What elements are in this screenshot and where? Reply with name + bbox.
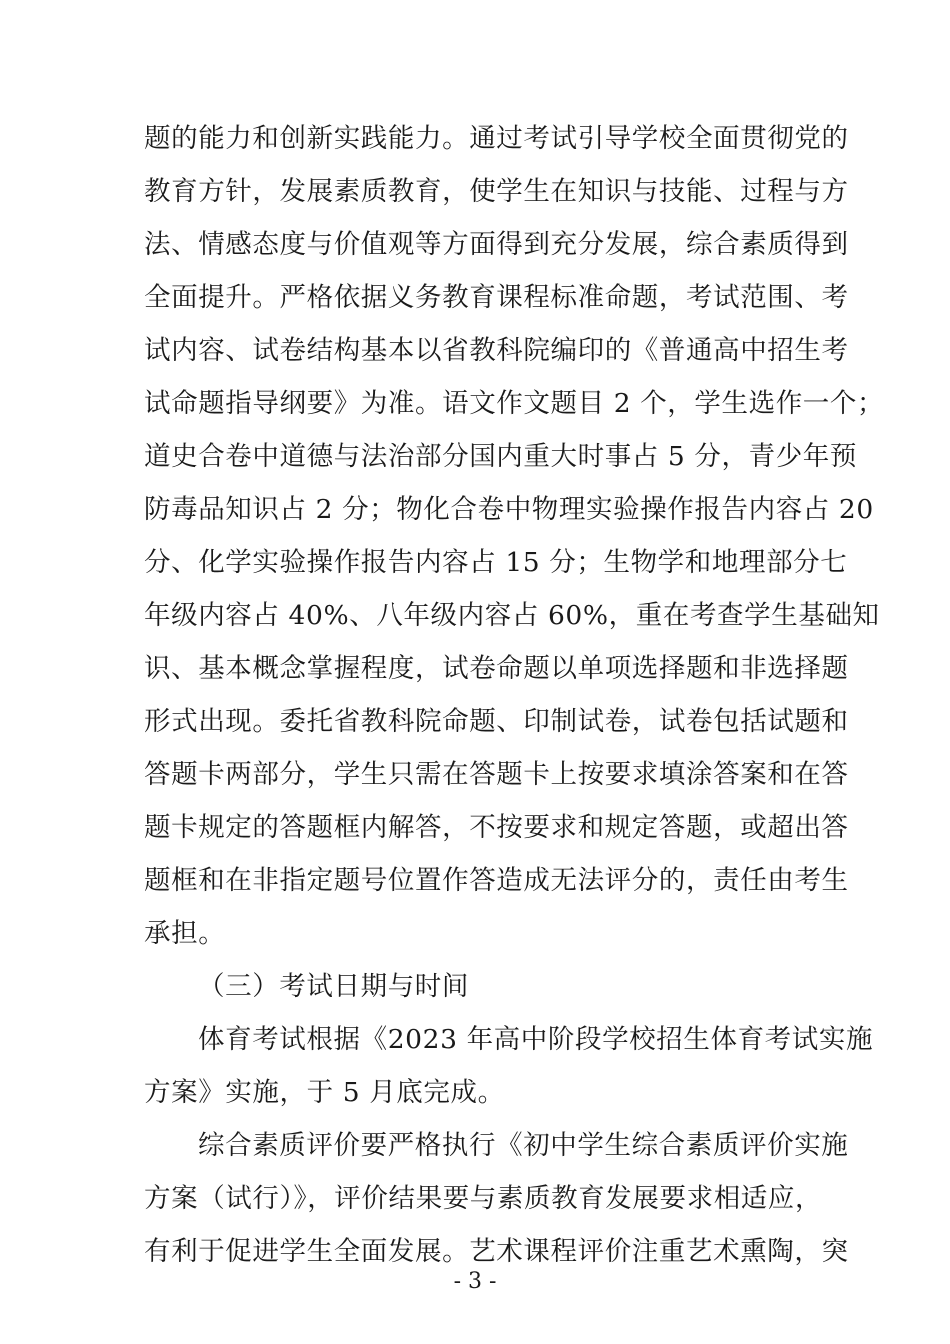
body-text: [144, 112, 885, 1278]
text-line: 分、化学实验操作报告内容占 15 分；生物学和地理部分七: [144, 547, 848, 578]
text-line: 试内容、试卷结构基本以省教科院编印的《普通高中招生考: [144, 335, 849, 366]
text-line: 方案》实施，于 5 月底完成。: [144, 1077, 505, 1108]
text-line: 道史合卷中道德与法治部分国内重大时事占 5 分，青少年预: [144, 441, 858, 472]
page-number: - 3 -: [453, 1269, 497, 1294]
text-line: 方案（试行）》，评价结果要与素质教育发展要求相适应，: [144, 1183, 823, 1214]
text-line: 题卡规定的答题框内解答，不按要求和规定答题，或超出答: [144, 812, 849, 843]
text-line: 有利于促进学生全面发展。艺术课程评价注重艺术熏陶，突: [144, 1236, 849, 1267]
text-line: 体育考试根据《2023 年高中阶段学校招生体育考试实施: [198, 1024, 874, 1055]
text-line: 承担。: [144, 918, 226, 949]
text-line: 题的能力和创新实践能力。通过考试引导学校全面贯彻党的: [144, 123, 849, 154]
text-line: 形式出现。委托省教科院命题、印制试卷，试卷包括试题和: [144, 706, 849, 737]
text-line: 年级内容占 40%、八年级内容占 60%，重在考查学生基础知: [144, 600, 880, 631]
section-heading: （三）考试日期与时间: [198, 971, 469, 1002]
text-line: 防毒品知识占 2 分；物化合卷中物理实验操作报告内容占 20: [144, 494, 874, 525]
text-line: 识、基本概念掌握程度，试卷命题以单项选择题和非选择题: [144, 653, 849, 684]
text-line: 试命题指导纲要》为准。语文作文题目 2 个，学生选作一个；: [144, 388, 885, 419]
text-line: 教育方针，发展素质教育，使学生在知识与技能、过程与方: [144, 176, 849, 207]
text-line: 法、情感态度与价值观等方面得到充分发展，综合素质得到: [144, 229, 849, 260]
text-line: 答题卡两部分，学生只需在答题卡上按要求填涂答案和在答: [144, 759, 849, 790]
text-line: 全面提升。严格依据义务教育课程标准命题，考试范围、考: [144, 282, 849, 313]
text-line: 综合素质评价要严格执行《初中学生综合素质评价实施: [198, 1130, 849, 1161]
text-line: 题框和在非指定题号位置作答造成无法评分的，责任由考生: [144, 865, 849, 896]
